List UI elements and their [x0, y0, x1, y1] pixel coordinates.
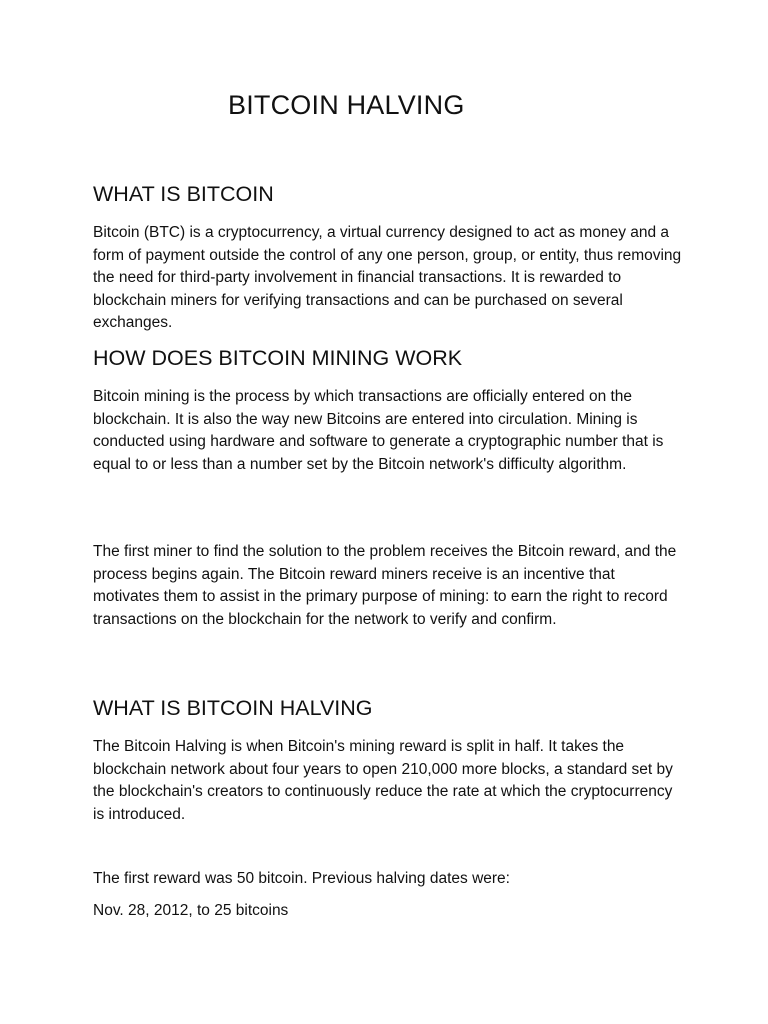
paragraph-what-is-bitcoin: Bitcoin (BTC) is a cryptocurrency, a virtual currency designed to act as money and a form of payment outside the control of any one person, group, or entity, thus removing the need for third-party involvement in financial transactions. It is rewarded to blockchain miners for verifying transactions and can be purchased on several exchanges.	[93, 224, 682, 331]
section-heading-mining: HOW DOES BITCOIN MINING WORK	[93, 346, 463, 370]
section-heading-halving: WHAT IS BITCOIN HALVING	[93, 696, 373, 720]
document-title: BITCOIN HALVING	[228, 90, 465, 120]
section-heading-what-is-bitcoin: WHAT IS BITCOIN	[93, 182, 274, 206]
paragraph-mining-reward: The first miner to find the solution to the problem receives the Bitcoin reward, and the process begins again. The Bitcoin reward miners receive is an incentive that motivates them to assist in the primary purpose of mining: to earn the right to record transactions on the blockchain for the network to verify and confirm.	[93, 543, 677, 628]
paragraph-first-reward: The first reward was 50 bitcoin. Previous halving dates were:	[93, 870, 510, 887]
paragraph-halving-date-2012: Nov. 28, 2012, to 25 bitcoins	[93, 902, 289, 919]
paragraph-mining-process: Bitcoin mining is the process by which transactions are officially entered on the blockchain. It is also the way new Bitcoins are entered into circulation. Mining is conducted using hardware and software to generate a cryptographic number that is equal to or less than a number set by the Bitcoin network's difficulty algorithm.	[93, 388, 664, 473]
paragraph-halving-definition: The Bitcoin Halving is when Bitcoin's mining reward is split in half. It takes the blockchain network about four years to open 210,000 more blocks, a standard set by the blockchain's creators to continuously reduce the rate at which the cryptocurrency is introduced.	[93, 738, 673, 823]
